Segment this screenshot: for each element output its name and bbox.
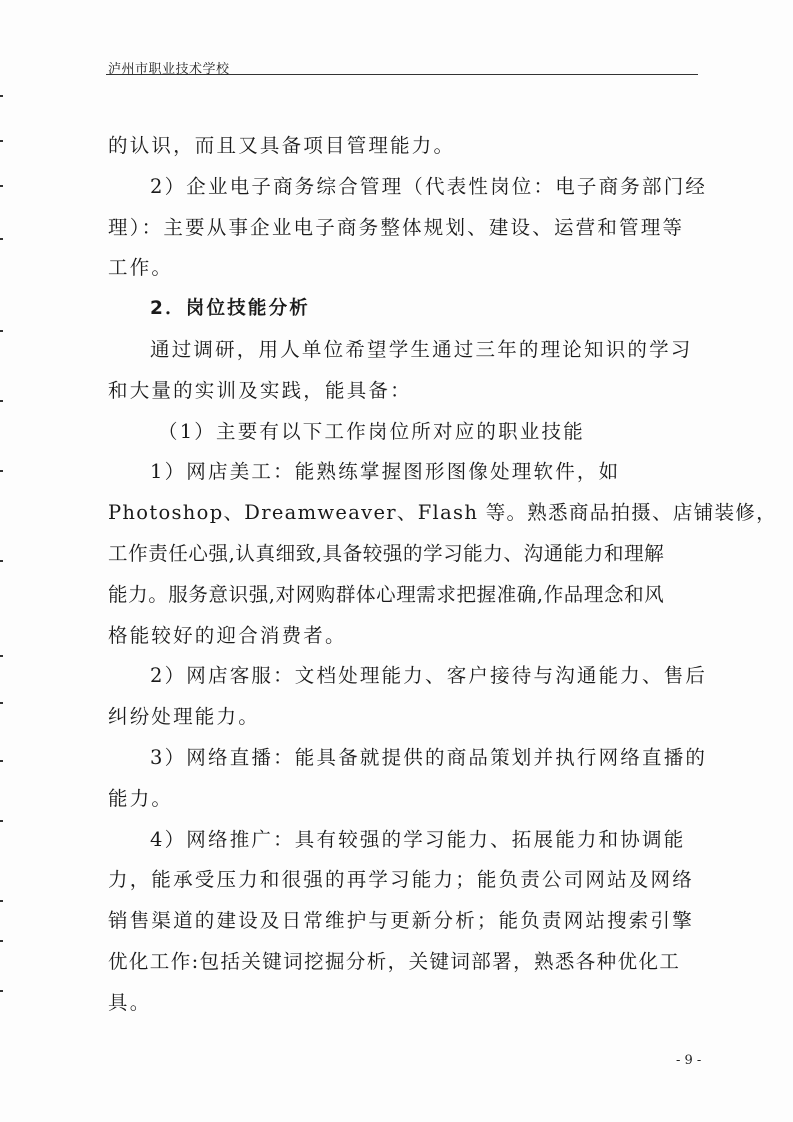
text-line: 理）：主要从事企业电子商务整体规划、建设、运营和管理等 — [108, 215, 685, 239]
text-line: 纠纷处理能力。 — [108, 705, 260, 729]
text-line: 格能较好的迎合消费者。 — [108, 623, 347, 647]
text-line: 能力。服务意识强,对网购群体心理需求把握准确,作品理念和风 — [108, 582, 665, 606]
header-divider — [106, 74, 698, 75]
binding-marks — [0, 0, 4, 1122]
text-line: 的认识，而且又具备项目管理能力。 — [108, 134, 456, 157]
text-line: 2）企业电子商务综合管理（代表性岗位：电子商务部门经 — [150, 174, 708, 198]
text-line: 4）网络推广：具有较强的学习能力、拓展能力和协调能 — [150, 827, 686, 851]
text-line: 工作责任心强,认真细致,具备较强的学习能力、沟通能力和理解 — [108, 541, 665, 565]
text-line: 具。 — [108, 990, 152, 1014]
text-line: 3）网络直播：能具备就提供的商品策划并执行网络直播的 — [150, 745, 708, 769]
text-line: 销售渠道的建设及日常维护与更新分析；能负责网站搜索引擎 — [108, 909, 694, 933]
text-line: 1）网店美工：能熟练掌握图形图像处理软件，如 — [150, 460, 621, 484]
text-line: 通过调研，用人单位希望学生通过三年的理论知识的学习 — [150, 337, 693, 361]
document-body — [108, 126, 777, 1024]
text-line: Photoshop、Dreamweaver、Flash 等。熟悉商品拍摄、店铺装修， — [108, 501, 777, 525]
text-line: 能力。 — [108, 786, 174, 810]
text-line: 2）网店客服：文档处理能力、客户接待与沟通能力、售后 — [150, 664, 708, 688]
page-number: - 9 - — [676, 1053, 702, 1068]
text-line: （1）主要有以下工作岗位所对应的职业技能 — [158, 419, 585, 443]
text-line: 力，能承受压力和很强的再学习能力；能负责公司网站及网络 — [108, 868, 694, 892]
section-heading: 2．岗位技能分析 — [150, 298, 310, 320]
text-line: 和大量的实训及实践，能具备： — [108, 378, 412, 402]
text-line: 工作。 — [108, 256, 174, 280]
text-line: 优化工作:包括关键词挖掘分析，关键词部署，熟悉各种优化工 — [108, 949, 681, 973]
page-header: 泸州市职业技术学校 — [108, 62, 230, 77]
